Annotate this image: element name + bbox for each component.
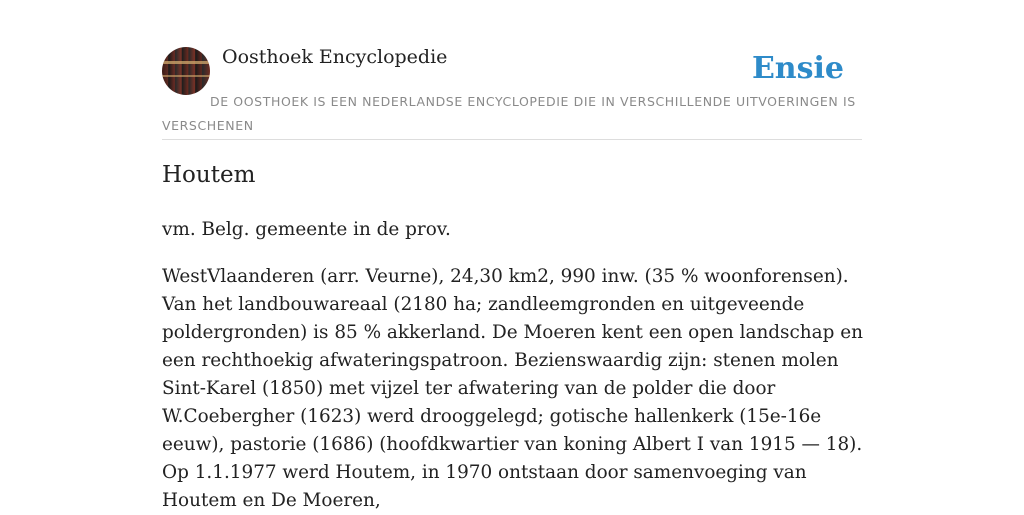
site-description: DE OOSTHOEK IS EEN NEDERLANDSE ENCYCLOPEDIE DIE IN VERSCHILLENDE UITVOERINGEN IS VERSCHENEN xyxy=(162,94,856,133)
article-title: Houtem xyxy=(162,162,256,188)
brand-logo[interactable]: Ensie xyxy=(751,51,844,86)
site-name[interactable]: Oosthoek Encyclopedie xyxy=(222,46,448,68)
article-card xyxy=(162,0,862,512)
book-spines-icon[interactable] xyxy=(162,47,210,95)
article-paragraph: WestVlaanderen (arr. Veurne), 24,30 km2, 990 inw. (35 % woonforensen). Van het landbouwareaal (2180 ha; zandleemgronden en uitgeveende poldergronden) is 85 % akkerland. De Moeren kent een open landschap en een rechthoekig afwateringspatroon. Bezienswaardig zijn: stenen molen Sint-Karel (1850) met vijzel ter afwatering van de polder die door W.Coebergher (1623) werd drooggelegd; gotische hallenkerk (15e-16e eeuw), pastorie (1686) (hoofdkwartier van koning Albert I van 1915 — 18). Op 1.1.1977 werd Houtem, in 1970 ontstaan door samenvoeging van Houtem en De Moeren, xyxy=(162,266,863,511)
article-paragraph: vm. Belg. gemeente in de prov. xyxy=(162,219,451,240)
divider xyxy=(162,139,862,140)
